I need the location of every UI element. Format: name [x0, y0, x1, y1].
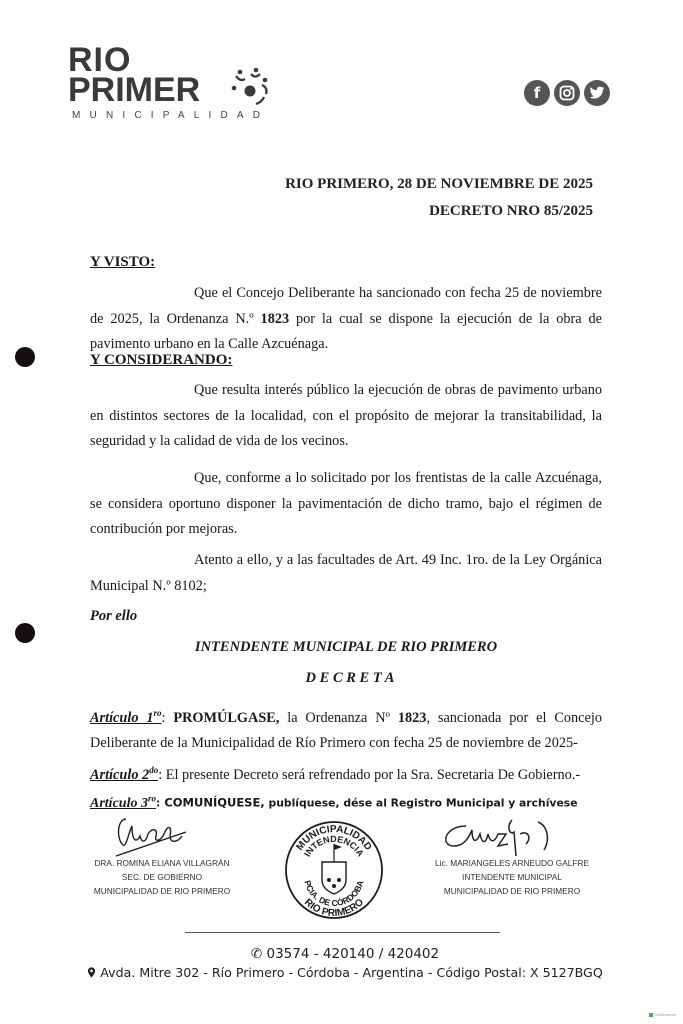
address-text: Avda. Mitre 302 - Río Primero - Córdoba - Argentina - Código Postal: X 5127BGQ — [100, 965, 603, 980]
article-3-label: Artículo $3^{ro}$ — [90, 793, 156, 811]
instagram-icon[interactable] — [554, 80, 580, 106]
right-signer-name: Lic. MARIANGELES ARNEUDO GALFRE — [435, 858, 589, 868]
date-line: RIO PRIMERO, 28 DE NOVIEMBRE DE 2025 — [285, 176, 593, 192]
footer-phone — [70, 946, 620, 962]
decreta-title: D E C R E T A — [305, 670, 395, 686]
svg-text:MUNICIPALIDAD: MUNICIPALIDAD — [294, 823, 374, 853]
logo-text-rio: RIO — [68, 41, 132, 79]
logo-subtitle: MUNICIPALIDAD — [72, 110, 270, 121]
camscanner-logo-icon — [649, 1013, 653, 1017]
punch-hole-top — [15, 347, 35, 367]
facebook-glyph: f — [533, 84, 541, 102]
article-1-label: Artículo $1^{ro}$ — [90, 708, 162, 726]
visto-text-b: por la cual se dispone la ejecución de la obra de pavimento urbano en la Calle Azcuénaga. — [90, 310, 602, 352]
camscanner-text: CamScanner — [654, 1013, 677, 1017]
instagram-glyph — [559, 85, 575, 101]
left-signer-name: DRA. ROMINA ELIANA VILLAGRÁN — [94, 858, 230, 868]
logo-text-primer: PRIMER — [68, 71, 201, 109]
authority-title: INTENDENTE MUNICIPAL DE RIO PRIMERO — [194, 639, 498, 655]
phone-number: 03574 - 420140 / 420402 — [266, 946, 440, 962]
camscanner-watermark — [649, 1009, 679, 1021]
right-signer-institution: MUNICIPALIDAD DE RIO PRIMERO — [443, 886, 581, 896]
considerando-paragraph-2: Que, conforme a lo solicitado por los frentistas de la calle Azcuénaga, se considera oportuno disponer la pavimentación de dicho tramo, bajo el régimen de contribución por mejoras. — [90, 470, 602, 537]
phone-icon: ✆ — [250, 946, 263, 962]
decree-number: DECRETO NRO 85/2025 — [429, 203, 593, 219]
por-ello: Por ello — [90, 608, 138, 624]
location-pin-icon — [87, 967, 96, 978]
municipal-seal — [282, 814, 386, 926]
facebook-icon[interactable] — [524, 80, 550, 106]
twitter-icon[interactable] — [584, 80, 610, 106]
social-icons — [524, 80, 610, 106]
considerando-paragraph-3: Atento a ello, y a las facultades de Art. 49 Inc. 1ro. de la Ley Orgánica Municipal N.º 8102; — [90, 552, 602, 594]
visto-text-a: Que el Concejo Deliberante ha sancionado con fecha 25 de noviembre de 2025, la Ordenanza N.º — [90, 285, 602, 327]
svg-text:PCIA. DE CÓRDOBA: PCIA. DE CÓRDOBA — [302, 879, 366, 909]
svg-text:RIO PRIMERO: RIO PRIMERO — [301, 896, 367, 920]
considerando-heading: Y CONSIDERANDO: — [90, 352, 233, 368]
left-signer-institution: MUNICIPALIDAD DE RIO PRIMERO — [93, 886, 231, 896]
footer-divider — [185, 932, 500, 933]
article-1: Artículo $1^{ro}$: PROMÚLGASE, la Ordenanza Nº 1823, sancionada por el Concejo Deliberante de la Municipalidad de Río Primero con fecha 25 de noviembre de 2025- — [90, 708, 602, 752]
promulgase: PROMÚLGASE, — [165, 709, 280, 726]
logo-people-icon — [228, 66, 272, 110]
article-2: Artículo $2^{do}$: El presente Decreto será refrendado por la Sra. Secretaria De Gobierno.- — [90, 765, 581, 783]
left-signer-title: SEC. DE GOBIERNO — [121, 872, 203, 882]
visto-paragraph — [90, 281, 602, 358]
twitter-glyph — [589, 86, 605, 100]
ordinance-number: 1823 — [260, 310, 290, 327]
punch-hole-bottom — [15, 623, 35, 643]
right-signer-title: INTENDENTE MUNICIPAL — [462, 872, 562, 882]
signature-right-block — [432, 856, 592, 898]
considerando-paragraph-1: Que resulta interés público la ejecución de obras de pavimento urbano en distintos sectores de la localidad, con el propósito de mejorar la transitabilidad, la seguridad y la calidad de vida de los vecinos. — [90, 382, 602, 449]
article-3: Artículo $3^{ro}$: COMUNÍQUESE, publíquese, dése al Registro Municipal y archívese — [90, 793, 578, 811]
municipality-logo — [68, 41, 278, 126]
svg-text:INTENDENCIA: INTENDENCIA — [302, 833, 366, 859]
visto-heading: Y VISTO: — [90, 254, 156, 270]
article-2-label: Artículo $2^{do}$ — [90, 765, 159, 783]
footer-address — [70, 965, 620, 980]
signature-left-block — [82, 856, 242, 898]
